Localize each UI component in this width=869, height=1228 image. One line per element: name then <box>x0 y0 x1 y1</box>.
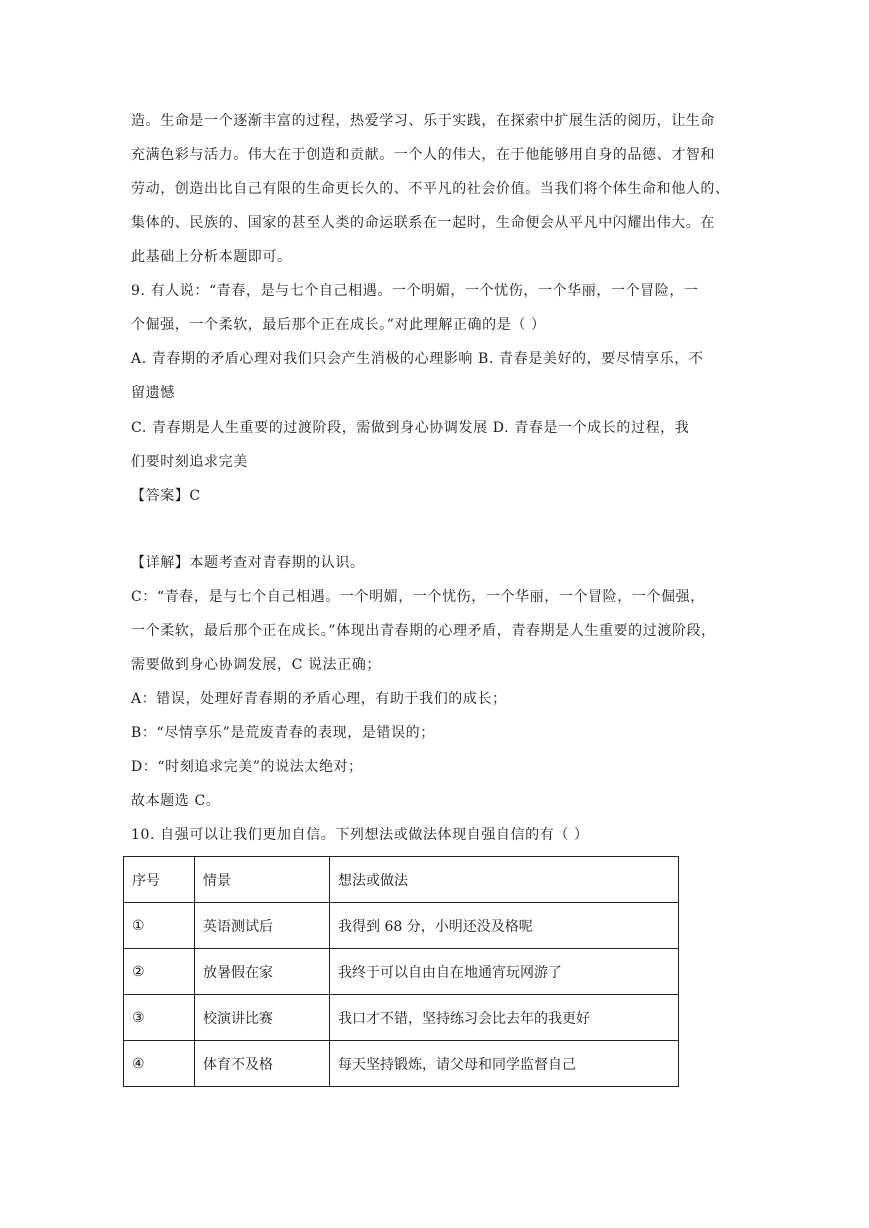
detail-line: B：“尽情享乐”是荒废青春的表现，是错误的； <box>131 725 435 741</box>
table-header-cell: 情景 <box>195 857 330 903</box>
detail-line: 需要做到身心协调发展，C 说法正确； <box>131 657 381 673</box>
table-header-row <box>124 857 679 903</box>
question-9-option: 们要时刻追求完美 <box>131 454 248 470</box>
table-row <box>124 995 679 1041</box>
question-9-option: A. 青春期的矛盾心理对我们只会产生消极的心理影响 B. 青春是美好的，要尽情享乐，不 <box>131 351 704 367</box>
detail-line: 故本题选 C。 <box>131 793 221 809</box>
detail-line: C：“青春，是与七个自己相遇。一个明媚，一个忧伤，一个华丽，一个冒险，一个倔强， <box>131 589 705 605</box>
table-header-cell: 想法或做法 <box>330 857 679 903</box>
detail-line: D：“时刻追求完美”的说法太绝对； <box>131 759 363 775</box>
table-cell: 校演讲比赛 <box>195 995 330 1041</box>
table-header-cell: 序号 <box>124 857 195 903</box>
question-9-option: C. 青春期是人生重要的过渡阶段，需做到身心协调发展 D. 青春是一个成长的过程，我 <box>131 420 690 436</box>
question-9-stem: 9. 有人说：“青春，是与七个自己相遇。一个明媚，一个忧伤，一个华丽，一个冒险，一 <box>131 283 699 299</box>
question-9-option: 留遗憾 <box>131 385 175 401</box>
text-line: 此基础上分析本题即可。 <box>131 249 292 265</box>
table-row <box>124 903 679 949</box>
table-cell: ② <box>124 949 195 995</box>
answer-label: 【答案】C <box>131 488 201 504</box>
detail-line: 一个柔软，最后那个正在成长。”体现出青春期的心理矛盾，青春期是人生重要的过渡阶段， <box>131 623 716 639</box>
detail-line: 【详解】本题考查对青春期的认识。 <box>131 555 365 571</box>
table-cell: 我终于可以自由自在地通宵玩网游了 <box>330 949 679 995</box>
text-line: 充满色彩与活力。伟大在于创造和贡献。一个人的伟大，在于他能够用自身的品德、才智和 <box>131 147 715 163</box>
table-cell: 英语测试后 <box>195 903 330 949</box>
table-cell: 体育不及格 <box>195 1041 330 1087</box>
table-cell: 每天坚持锻炼，请父母和同学监督自己 <box>330 1041 679 1087</box>
table-cell: ④ <box>124 1041 195 1087</box>
table-row <box>124 949 679 995</box>
table-cell: 放暑假在家 <box>195 949 330 995</box>
question-10-stem: 10. 自强可以让我们更加自信。下列想法或做法体现自强自信的有（ ） <box>131 827 589 843</box>
table-cell: 我口才不错，坚持练习会比去年的我更好 <box>330 995 679 1041</box>
text-line: 造。生命是一个逐渐丰富的过程，热爱学习、乐于实践，在探索中扩展生活的阅历，让生命 <box>131 113 715 129</box>
table-cell: 我得到 68 分，小明还没及格呢 <box>330 903 679 949</box>
table-cell: ③ <box>124 995 195 1041</box>
detail-line: A：错误，处理好青春期的矛盾心理，有助于我们的成长； <box>131 691 507 707</box>
question-9-stem: 个倔强，一个柔软，最后那个正在成长。”对此理解正确的是（ ） <box>131 317 546 333</box>
text-line: 劳动，创造出比自己有限的生命更长久的、不平凡的社会价值。当我们将个体生命和他人的、 <box>131 181 730 197</box>
text-line: 集体的、民族的、国家的甚至人类的命运联系在一起时，生命便会从平凡中闪耀出伟大。在 <box>131 215 715 231</box>
table-cell: ① <box>124 903 195 949</box>
scenario-table <box>123 856 679 1087</box>
table-row <box>124 1041 679 1087</box>
